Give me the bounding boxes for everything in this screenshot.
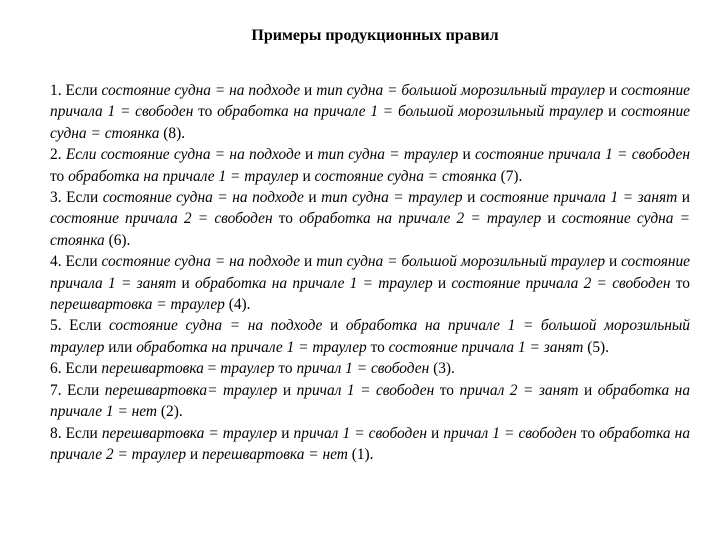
rule-connector-text: и bbox=[605, 82, 622, 99]
rule-item bbox=[50, 187, 690, 251]
rule-connector-text: то bbox=[50, 167, 69, 185]
rule-condition-text: перешвартовка = траулер bbox=[101, 424, 278, 442]
rule-connector-text: (2). bbox=[157, 403, 183, 421]
rule-connector-text: и bbox=[277, 424, 294, 442]
rule-condition-text: перешвартовка = траулер bbox=[50, 296, 225, 314]
rule-item bbox=[50, 144, 690, 187]
rule-condition-text: причал 1 = свободен bbox=[296, 381, 435, 399]
slide-title: Примеры продукционных правил bbox=[251, 27, 499, 44]
rule-connector-text: и bbox=[458, 146, 475, 164]
rule-connector-text: и bbox=[298, 167, 315, 185]
rule-condition-text: причал 1 = свободен bbox=[296, 360, 430, 378]
rule-connector-text: то bbox=[366, 338, 389, 356]
rule-item bbox=[50, 315, 690, 358]
rule-connector-text: и bbox=[303, 189, 322, 207]
rule-condition-text: обработка на причале 2 = траулер bbox=[50, 424, 691, 463]
rule-condition-text: причал 1 = свободен bbox=[443, 424, 577, 442]
rule-condition-text: Если состояние судна = на подходе bbox=[65, 146, 301, 164]
rule-connector-text: (4). bbox=[224, 296, 251, 314]
rule-condition-text: тип судна = траулер bbox=[317, 146, 459, 164]
rule-condition-text: обработка на причале 2 = траулер bbox=[299, 210, 542, 228]
rule-connector-text: то bbox=[274, 360, 297, 378]
rule-condition-text: перешвартовка= траулер bbox=[104, 381, 278, 399]
rule-connector-text: то bbox=[193, 103, 218, 121]
rule-connector-text: и bbox=[186, 445, 202, 463]
rule-connector-text: (1). bbox=[347, 445, 374, 463]
rule-condition-text: состояние причала 2 = свободен bbox=[451, 274, 671, 292]
rule-connector-text: и bbox=[176, 274, 195, 292]
rule-condition-text: причал 1 = свободен bbox=[293, 424, 427, 442]
rule-condition-text: состояние судна = стоянка bbox=[50, 210, 691, 249]
rule-condition-text: траулер bbox=[220, 360, 275, 378]
rule-condition-text: состояние судна = стоянка bbox=[314, 167, 497, 185]
rule-item bbox=[50, 358, 690, 379]
rule-connector-text: и bbox=[300, 146, 318, 164]
rule-connector-text: (8). bbox=[159, 124, 186, 142]
rule-item bbox=[50, 380, 690, 423]
rule-connector-text: то bbox=[272, 210, 300, 228]
rule-connector-text: и bbox=[426, 424, 444, 442]
rule-connector-text: или bbox=[104, 338, 137, 356]
rule-connector-text: 2. bbox=[50, 146, 66, 164]
rule-connector-text: (5). bbox=[583, 338, 610, 356]
rule-condition-text: состояние причала 1 = занят bbox=[50, 253, 691, 292]
rule-connector-text: 5. Если bbox=[50, 317, 109, 335]
rule-connector-text: (3). bbox=[429, 360, 455, 378]
rule-connector-text: и bbox=[605, 253, 622, 271]
rule-connector-text: (6). bbox=[104, 231, 131, 249]
rule-connector-text: и bbox=[300, 253, 317, 271]
rule-connector-text: и bbox=[603, 103, 622, 121]
rule-item bbox=[50, 251, 690, 315]
rule-connector-text: и bbox=[277, 381, 297, 399]
rule-connector-text: и bbox=[432, 274, 452, 292]
rule-condition-text: обработка на причале 1 = нет bbox=[50, 381, 691, 421]
rule-condition-text: состояние причала 1 = свободен bbox=[50, 82, 691, 121]
rule-condition-text: состояние причала 2 = свободен bbox=[50, 210, 273, 228]
rule-connector-text: 8. Если bbox=[50, 424, 102, 442]
rule-connector-text: (7). bbox=[496, 167, 523, 185]
rule-condition-text: состояние судна = на подходе bbox=[102, 189, 304, 207]
rule-connector-text: то bbox=[670, 274, 690, 292]
rules-list bbox=[50, 80, 690, 465]
rule-condition-text: состояние причала 1 = занят bbox=[388, 338, 584, 356]
rule-condition-text: тип судна = большой морозильный траулер bbox=[316, 82, 606, 99]
rule-condition-text: состояние причала 1 = занят bbox=[479, 189, 678, 207]
rule-condition-text: состояние судна = на подходе bbox=[101, 253, 301, 271]
rule-connector-text: и bbox=[578, 381, 598, 399]
rule-condition-text: состояние судна = на подходе bbox=[108, 317, 323, 335]
rule-condition-text: перешвартовка = нет bbox=[201, 445, 348, 463]
rule-condition-text: обработка на причале 1 = траулер bbox=[195, 274, 433, 292]
rule-condition-text: тип судна = большой морозильный траулер bbox=[316, 253, 606, 271]
rule-condition-text: перешвартовка bbox=[101, 360, 204, 378]
rule-item bbox=[50, 423, 690, 466]
rule-connector-text: 7. Если bbox=[50, 381, 105, 399]
rule-condition-text: состояние причала 1 = свободен bbox=[474, 146, 691, 164]
rule-connector-text: и bbox=[462, 189, 480, 207]
rule-condition-text: обработка на причале 1 = большой морозильный траулер bbox=[217, 103, 604, 121]
rule-connector-text: то bbox=[434, 381, 460, 399]
rule-condition-text: состояние судна = стоянка bbox=[50, 103, 690, 142]
rule-connector-text: и bbox=[541, 210, 562, 228]
rule-connector-text: и bbox=[322, 317, 346, 335]
rule-connector-text: 4. Если bbox=[50, 253, 102, 271]
rule-connector-text: то bbox=[576, 424, 600, 442]
rule-connector-text: и bbox=[677, 189, 691, 207]
rule-condition-text: тип судна = траулер bbox=[321, 189, 463, 207]
rule-condition-text: состояние судна = на подходе bbox=[101, 82, 301, 99]
rule-condition-text: обработка на причале 1 = траулер bbox=[68, 167, 299, 185]
rule-condition-text: обработка на причале 1 = большой морозильный траулер bbox=[50, 317, 690, 356]
rule-connector-text: 6. Если bbox=[50, 360, 102, 378]
rule-connector-text: 3. Если bbox=[50, 189, 103, 207]
rule-condition-text: обработка на причале 1 = траулер bbox=[136, 338, 367, 356]
rule-condition-text: причал 2 = занят bbox=[459, 381, 579, 399]
rule-item bbox=[50, 80, 690, 144]
rule-connector-text: = bbox=[203, 360, 221, 378]
rule-connector-text: 1. Если bbox=[50, 82, 102, 99]
rule-connector-text: и bbox=[300, 82, 317, 99]
